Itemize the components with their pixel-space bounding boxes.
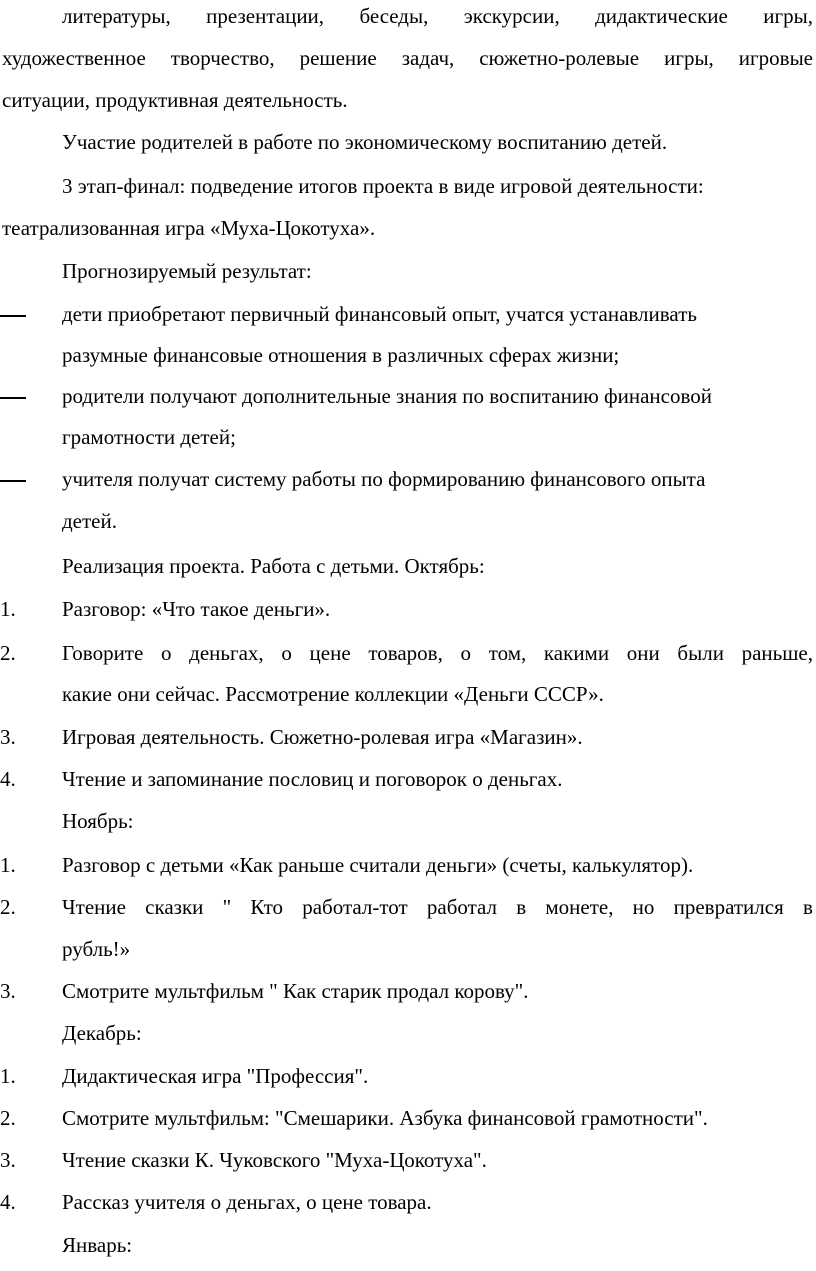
list-number: 1.: [0, 1064, 16, 1088]
list-number: 1.: [0, 597, 16, 621]
word: ": [222, 895, 232, 919]
list-number: 1.: [0, 853, 16, 877]
list-item-text: Чтение и запоминание пословиц и поговорок о деньгах.: [62, 767, 563, 791]
parents-paragraph: Участие родителей в работе по экономическому воспитанию детей.: [62, 130, 668, 154]
intro-line-2: [2, 48, 813, 69]
word: монете,: [545, 895, 614, 919]
stage3-line-2: театрализованная игра «Муха-Цокотуха».: [2, 216, 376, 240]
word: Кто: [250, 895, 284, 919]
word: том,: [488, 641, 527, 665]
forecast-item-line-1: дети приобретают первичный финансовый опыт, учатся устанавливать: [62, 302, 697, 326]
word: о: [460, 641, 472, 665]
list-number: 3.: [0, 1148, 16, 1172]
word: они: [626, 641, 660, 665]
word: презентации,: [206, 4, 325, 28]
forecast-item-line-1: учителя получат систему работы по формированию финансового опыта: [62, 467, 706, 491]
forecast-heading: Прогнозируемый результат:: [62, 259, 312, 283]
word: работал-тот: [302, 895, 408, 919]
list-number: 4.: [0, 767, 16, 791]
forecast-item-line-2: разумные финансовые отношения в различных сферах жизни;: [62, 343, 620, 367]
january-heading: Январь:: [62, 1233, 133, 1257]
list-item-text-continued: рубль!»: [62, 937, 131, 961]
word: художественное: [2, 46, 146, 70]
list-item-text: Разговор с детьми «Как раньше считали деньги» (счеты, калькулятор).: [62, 853, 694, 877]
list-item-text: [62, 643, 813, 664]
word: задач,: [401, 46, 455, 70]
list-number: 2.: [0, 895, 16, 919]
word: игровые: [738, 46, 813, 70]
list-item-text: Игровая деятельность. Сюжетно-ролевая игра «Магазин».: [62, 725, 583, 749]
word: сказки: [145, 895, 204, 919]
list-number: 4.: [0, 1190, 16, 1214]
word: беседы,: [359, 4, 429, 28]
word: раньше,: [741, 641, 813, 665]
word: в: [802, 895, 813, 919]
word: цене: [309, 641, 351, 665]
word: решение: [299, 46, 377, 70]
dash-bullet: [0, 315, 26, 317]
word: дидактические: [595, 4, 728, 28]
word: но: [632, 895, 655, 919]
stage3-line-1: 3 этап-финал: подведение итогов проекта в виде игровой деятельности:: [62, 174, 704, 198]
word: игры,: [664, 46, 714, 70]
list-item-text: Разговор: «Что такое деньги».: [62, 597, 331, 621]
list-item-text: Смотрите мультфильм " Как старик продал корову".: [62, 979, 529, 1003]
word: были: [677, 641, 724, 665]
list-item-text: Смотрите мультфильм: "Смешарики. Азбука финансовой грамотности".: [62, 1106, 708, 1130]
list-number: 3.: [0, 725, 16, 749]
list-number: 2.: [0, 641, 16, 665]
dash-bullet: [0, 397, 26, 399]
forecast-item-line-2: детей.: [62, 509, 117, 533]
list-item-text: [62, 897, 813, 918]
word: работал: [426, 895, 498, 919]
word: о: [281, 641, 292, 665]
word: экскурсии,: [463, 4, 560, 28]
word: какими: [543, 641, 610, 665]
forecast-item-line-1: родители получают дополнительные знания по воспитанию финансовой: [62, 384, 712, 408]
word: товаров,: [368, 641, 443, 665]
list-item-text: Рассказ учителя о деньгах, о цене товара.: [62, 1190, 432, 1214]
list-number: 3.: [0, 979, 16, 1003]
word: в: [516, 895, 527, 919]
word: Чтение: [62, 895, 126, 919]
word: о: [160, 641, 172, 665]
forecast-item-line-2: грамотности детей;: [62, 425, 236, 449]
word: Говорите: [62, 641, 144, 665]
word: игры,: [763, 4, 813, 28]
list-number: 2.: [0, 1106, 16, 1130]
intro-line-3: ситуации, продуктивная деятельность.: [2, 88, 348, 112]
word: творчество,: [170, 46, 275, 70]
dash-bullet: [0, 480, 26, 482]
list-item-text: Чтение сказки К. Чуковского "Муха-Цокотуха".: [62, 1148, 487, 1172]
december-heading: Декабрь:: [62, 1021, 142, 1045]
november-heading: Ноябрь:: [62, 809, 134, 833]
intro-line-1: [62, 6, 813, 27]
word: сюжетно-ролевые: [479, 46, 640, 70]
list-item-text: Дидактическая игра "Профессия".: [62, 1064, 369, 1088]
word: литературы,: [62, 4, 171, 28]
word: превратился: [673, 895, 784, 919]
list-item-text-continued: какие они сейчас. Рассмотрение коллекции «Деньги СССР».: [62, 682, 604, 706]
realization-heading: Реализация проекта. Работа с детьми. Октябрь:: [62, 554, 485, 578]
word: деньгах,: [189, 641, 264, 665]
